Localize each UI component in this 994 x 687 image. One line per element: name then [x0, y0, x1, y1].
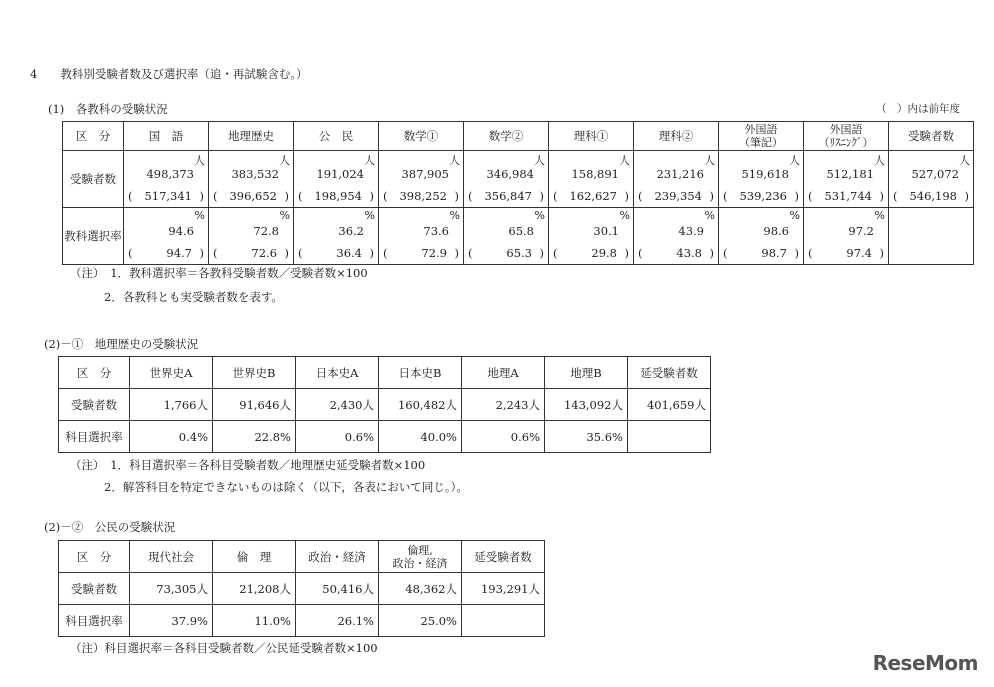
header-cell: 地理B — [545, 357, 628, 389]
header-cell: 区 分 — [59, 541, 130, 573]
paren-open: ( — [808, 189, 813, 203]
table-cell: 193,291人 — [462, 573, 545, 605]
previous-value: 162,627 — [569, 189, 617, 203]
table-cell — [889, 151, 974, 208]
current-value: 387,905 — [401, 167, 449, 181]
unit-label: 人 — [704, 154, 715, 167]
unit-label: % — [704, 209, 715, 222]
previous-value: 198,954 — [314, 189, 362, 203]
current-value: 231,216 — [656, 167, 704, 181]
table-row — [63, 208, 974, 265]
table-cell: 48,362人 — [379, 573, 462, 605]
table-cell — [379, 151, 464, 208]
unit-label: 人 — [534, 154, 545, 167]
current-value: 498,373 — [146, 167, 194, 181]
paren-close: ) — [709, 189, 714, 203]
row-label: 科目選択率 — [59, 421, 130, 453]
table-row — [59, 421, 711, 453]
prev-year-note: （ ）内は前年度 — [876, 103, 960, 115]
unit-label: % — [194, 209, 205, 222]
table-cell: 40.0% — [379, 421, 462, 453]
paren-close: ) — [879, 246, 884, 260]
table-cell — [209, 208, 294, 265]
unit-label: % — [619, 209, 630, 222]
header-cell: 理科② — [634, 122, 719, 151]
previous-value: 531,744 — [824, 189, 872, 203]
header-cell: 数学② — [464, 122, 549, 151]
header-cell: 現代社会 — [130, 541, 213, 573]
header-cell: 日本史B — [379, 357, 462, 389]
note-line: 2．解答科目を特定できないものは除く（以下，各表において同じ。）。 — [104, 480, 468, 494]
paren-open: ( — [128, 246, 133, 260]
header-cell: 区 分 — [63, 122, 124, 151]
table-cell — [549, 208, 634, 265]
current-value: 73.6 — [423, 224, 449, 238]
previous-value: 29.8 — [591, 246, 617, 260]
header-cell: 国 語 — [124, 122, 209, 151]
table-row — [59, 605, 545, 637]
table-row — [63, 151, 974, 208]
table-cell — [209, 151, 294, 208]
current-value: 94.6 — [168, 224, 194, 238]
current-value: 191,024 — [316, 167, 364, 181]
subject-table — [62, 121, 974, 265]
unit-label: 人 — [959, 154, 970, 167]
unit-label: % — [364, 209, 375, 222]
header-cell: 倫理, 政治・経済 — [379, 541, 462, 573]
current-value: 98.6 — [763, 224, 789, 238]
table-cell: 0.6% — [462, 421, 545, 453]
current-value: 30.1 — [593, 224, 619, 238]
paren-open: ( — [723, 189, 728, 203]
unit-label: 人 — [364, 154, 375, 167]
current-value: 519,618 — [741, 167, 789, 181]
table-cell: 22.8% — [213, 421, 296, 453]
table-cell: 143,092人 — [545, 389, 628, 421]
previous-value: 94.7 — [166, 246, 192, 260]
paren-close: ) — [199, 246, 204, 260]
paren-open: ( — [383, 189, 388, 203]
paren-close: ) — [539, 246, 544, 260]
row-label: 受験者数 — [59, 389, 130, 421]
previous-value: 539,236 — [739, 189, 787, 203]
paren-close: ) — [454, 246, 459, 260]
table-cell — [889, 208, 974, 265]
table-cell: 73,305人 — [130, 573, 213, 605]
paren-open: ( — [213, 246, 218, 260]
table-cell: 35.6% — [545, 421, 628, 453]
section-title: 4 教科別受験者数及び選択率（追・再試験含む。） — [30, 67, 308, 81]
header-cell: 受験者数 — [889, 122, 974, 151]
table-cell — [634, 208, 719, 265]
previous-value: 546,198 — [909, 189, 957, 203]
current-value: 346,984 — [486, 167, 534, 181]
current-value: 36.2 — [338, 224, 364, 238]
table-cell: 0.4% — [130, 421, 213, 453]
table-cell — [462, 605, 545, 637]
table-cell — [464, 208, 549, 265]
table-cell — [719, 151, 804, 208]
table-cell: 1,766人 — [130, 389, 213, 421]
paren-open: ( — [468, 246, 473, 260]
geo-history-table — [58, 356, 711, 453]
paren-close: ) — [879, 189, 884, 203]
paren-open: ( — [383, 246, 388, 260]
previous-value: 72.9 — [421, 246, 447, 260]
current-value: 65.8 — [508, 224, 534, 238]
paren-open: ( — [213, 189, 218, 203]
header-cell: 日本史A — [296, 357, 379, 389]
unit-label: 人 — [194, 154, 205, 167]
row-label: 受験者数 — [63, 151, 124, 208]
paren-open: ( — [638, 189, 643, 203]
table-cell — [804, 151, 889, 208]
header-cell: 延受験者数 — [462, 541, 545, 573]
table-cell: 26.1% — [296, 605, 379, 637]
table-cell — [719, 208, 804, 265]
header-cell: 数学① — [379, 122, 464, 151]
header-cell: 公 民 — [294, 122, 379, 151]
paren-open: ( — [468, 189, 473, 203]
paren-open: ( — [723, 246, 728, 260]
table-cell: 2,243人 — [462, 389, 545, 421]
current-value: 43.9 — [678, 224, 704, 238]
row-label: 受験者数 — [59, 573, 130, 605]
unit-label: % — [789, 209, 800, 222]
header-cell: 世界史A — [130, 357, 213, 389]
sec2-title: (2)－① 地理歴史の受験状況 — [44, 337, 199, 351]
resemom-logo: ReseMom — [872, 651, 978, 675]
table-cell — [124, 208, 209, 265]
previous-value: 72.6 — [251, 246, 277, 260]
table-cell — [549, 151, 634, 208]
paren-open: ( — [298, 246, 303, 260]
row-label: 科目選択率 — [59, 605, 130, 637]
header-cell: 地理A — [462, 357, 545, 389]
paren-close: ) — [964, 189, 969, 203]
current-value: 97.2 — [848, 224, 874, 238]
previous-value: 97.4 — [846, 246, 872, 260]
table-cell — [628, 421, 711, 453]
paren-open: ( — [553, 189, 558, 203]
current-value: 72.8 — [253, 224, 279, 238]
note-line: （注）科目選択率＝各科目受験者数／公民延受験者数×100 — [70, 641, 378, 655]
previous-value: 396,652 — [229, 189, 277, 203]
unit-label: 人 — [449, 154, 460, 167]
row-label: 教科選択率 — [63, 208, 124, 265]
paren-close: ) — [794, 246, 799, 260]
unit-label: 人 — [279, 154, 290, 167]
table-cell: 0.6% — [296, 421, 379, 453]
table-cell: 91,646人 — [213, 389, 296, 421]
table-cell: 2,430人 — [296, 389, 379, 421]
paren-close: ) — [284, 189, 289, 203]
note-line: （注） 1．科目選択率＝各科目受験者数／地理歴史延受験者数×100 — [70, 458, 426, 472]
current-value: 158,891 — [571, 167, 619, 181]
note-line: （注） 1．教科選択率＝各教科受験者数／受験者数×100 — [70, 266, 368, 280]
previous-value: 36.4 — [336, 246, 362, 260]
paren-close: ) — [369, 189, 374, 203]
previous-value: 517,341 — [144, 189, 192, 203]
current-value: 383,532 — [231, 167, 279, 181]
table-cell — [634, 151, 719, 208]
paren-close: ) — [709, 246, 714, 260]
paren-open: ( — [553, 246, 558, 260]
previous-value: 98.7 — [761, 246, 787, 260]
header-cell: 延受験者数 — [628, 357, 711, 389]
header-cell: 外国語 （筆記） — [719, 122, 804, 151]
paren-close: ) — [199, 189, 204, 203]
unit-label: 人 — [874, 154, 885, 167]
unit-label: 人 — [619, 154, 630, 167]
previous-value: 356,847 — [484, 189, 532, 203]
table-cell — [124, 151, 209, 208]
table-cell: 401,659人 — [628, 389, 711, 421]
unit-label: % — [449, 209, 460, 222]
previous-value: 65.3 — [506, 246, 532, 260]
paren-close: ) — [624, 189, 629, 203]
sec1-title: (1) 各教科の受験状況 — [48, 102, 168, 116]
previous-value: 398,252 — [399, 189, 447, 203]
table-cell — [294, 208, 379, 265]
paren-open: ( — [808, 246, 813, 260]
paren-close: ) — [539, 189, 544, 203]
sec3-title: (2)－② 公民の受験状況 — [44, 520, 176, 534]
header-cell: 地理歴史 — [209, 122, 294, 151]
current-value: 512,181 — [826, 167, 874, 181]
table-cell: 11.0% — [213, 605, 296, 637]
header-cell: 区 分 — [59, 357, 130, 389]
table-cell — [804, 208, 889, 265]
table-cell: 160,482人 — [379, 389, 462, 421]
current-value: 527,072 — [911, 167, 959, 181]
paren-close: ) — [624, 246, 629, 260]
table-cell: 37.9% — [130, 605, 213, 637]
table-cell — [294, 151, 379, 208]
unit-label: % — [874, 209, 885, 222]
table-cell: 50,416人 — [296, 573, 379, 605]
paren-close: ) — [794, 189, 799, 203]
previous-value: 43.8 — [676, 246, 702, 260]
paren-close: ) — [284, 246, 289, 260]
unit-label: 人 — [789, 154, 800, 167]
note-line: 2．各教科とも実受験者数を表す。 — [104, 290, 283, 304]
header-cell: 世界史B — [213, 357, 296, 389]
paren-close: ) — [454, 189, 459, 203]
table-cell — [464, 151, 549, 208]
paren-open: ( — [893, 189, 898, 203]
civics-table — [58, 540, 545, 637]
previous-value: 239,354 — [654, 189, 702, 203]
table-row — [59, 389, 711, 421]
paren-open: ( — [638, 246, 643, 260]
table-cell: 21,208人 — [213, 573, 296, 605]
table-cell: 25.0% — [379, 605, 462, 637]
unit-label: % — [534, 209, 545, 222]
header-cell: 外国語 （ﾘｽﾆﾝｸﾞ） — [804, 122, 889, 151]
header-cell: 政治・経済 — [296, 541, 379, 573]
paren-open: ( — [298, 189, 303, 203]
table-header-row — [63, 122, 974, 151]
unit-label: % — [279, 209, 290, 222]
table-cell — [379, 208, 464, 265]
paren-open: ( — [128, 189, 133, 203]
paren-close: ) — [369, 246, 374, 260]
header-cell: 理科① — [549, 122, 634, 151]
table-row — [59, 573, 545, 605]
header-cell: 倫 理 — [213, 541, 296, 573]
